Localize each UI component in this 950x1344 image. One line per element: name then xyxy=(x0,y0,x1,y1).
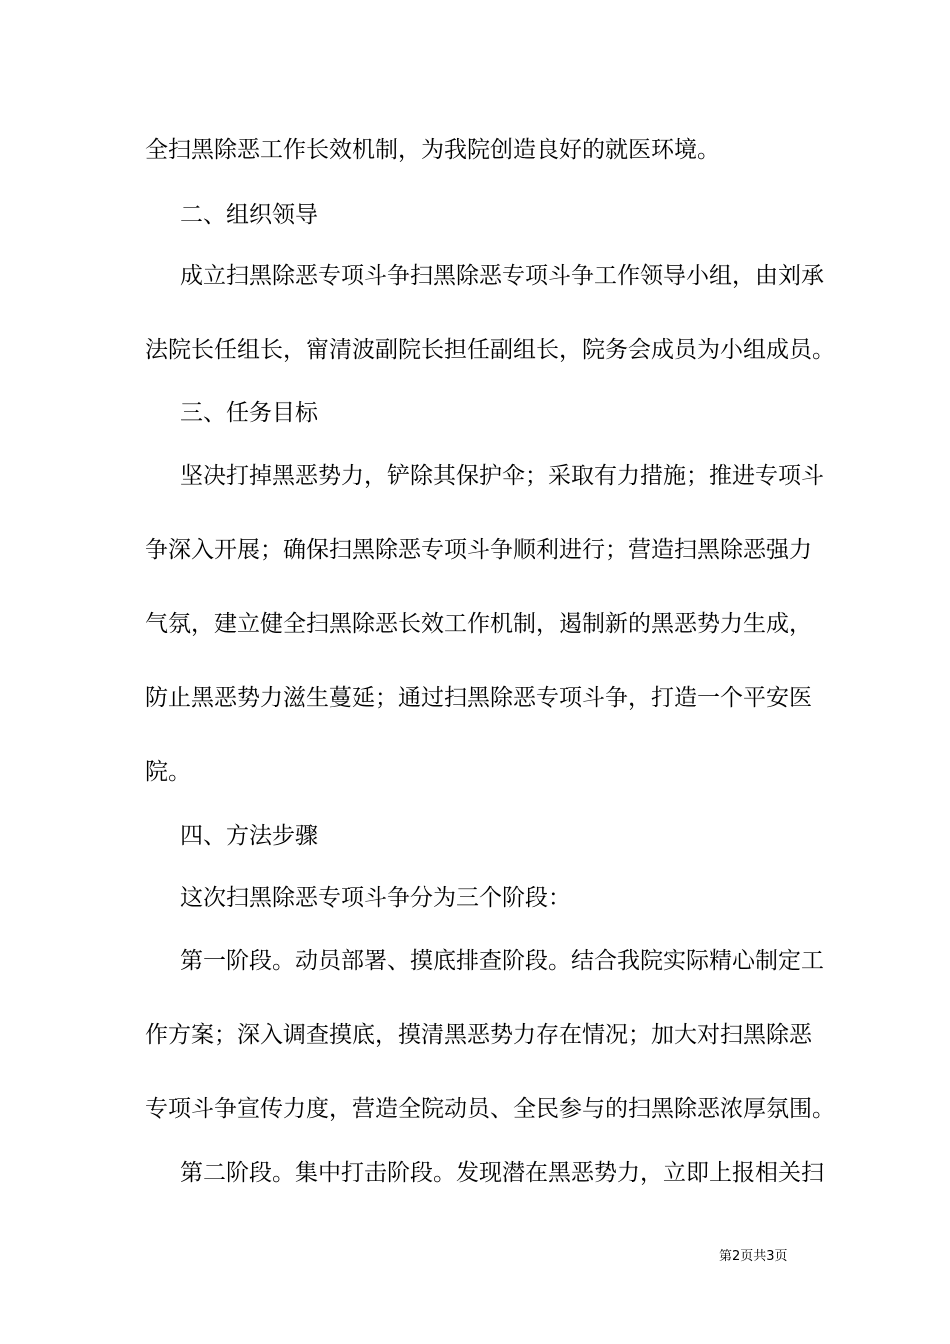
text-line: 这次扫黑除恶专项斗争分为三个阶段： xyxy=(180,885,571,911)
text-line: 法院长任组长，甯清波副院长担任副组长，院务会成员为小组成员。 xyxy=(145,337,835,363)
section-heading: 三、任务目标 xyxy=(180,400,318,426)
section-heading: 二、组织领导 xyxy=(180,202,318,228)
text-line: 坚决打掉黑恶势力，铲除其保护伞；采取有力措施；推进专项斗 xyxy=(180,463,824,489)
text-line: 防止黑恶势力滋生蔓延；通过扫黑除恶专项斗争，打造一个平安医 xyxy=(145,685,812,711)
text-line: 专项斗争宣传力度，营造全院动员、全民参与的扫黑除恶浓厚氛围。 xyxy=(145,1096,835,1122)
section-heading: 四、方法步骤 xyxy=(180,823,318,849)
text-line: 成立扫黑除恶专项斗争扫黑除恶专项斗争工作领导小组，由刘承 xyxy=(180,263,824,289)
text-line: 第一阶段。动员部署、摸底排查阶段。结合我院实际精心制定工 xyxy=(180,948,824,974)
page-number: 第2页共3页 xyxy=(719,1249,788,1264)
text-line: 院。 xyxy=(145,759,191,785)
text-line: 全扫黑除恶工作长效机制，为我院创造良好的就医环境。 xyxy=(145,137,720,163)
text-line: 作方案；深入调查摸底，摸清黑恶势力存在情况；加大对扫黑除恶 xyxy=(145,1022,812,1048)
text-line: 第二阶段。集中打击阶段。发现潜在黑恶势力，立即上报相关扫 xyxy=(180,1160,824,1186)
text-line: 争深入开展；确保扫黑除恶专项斗争顺利进行；营造扫黑除恶强力 xyxy=(145,537,812,563)
text-line: 气氛，建立健全扫黑除恶长效工作机制，遏制新的黑恶势力生成， xyxy=(145,611,812,637)
